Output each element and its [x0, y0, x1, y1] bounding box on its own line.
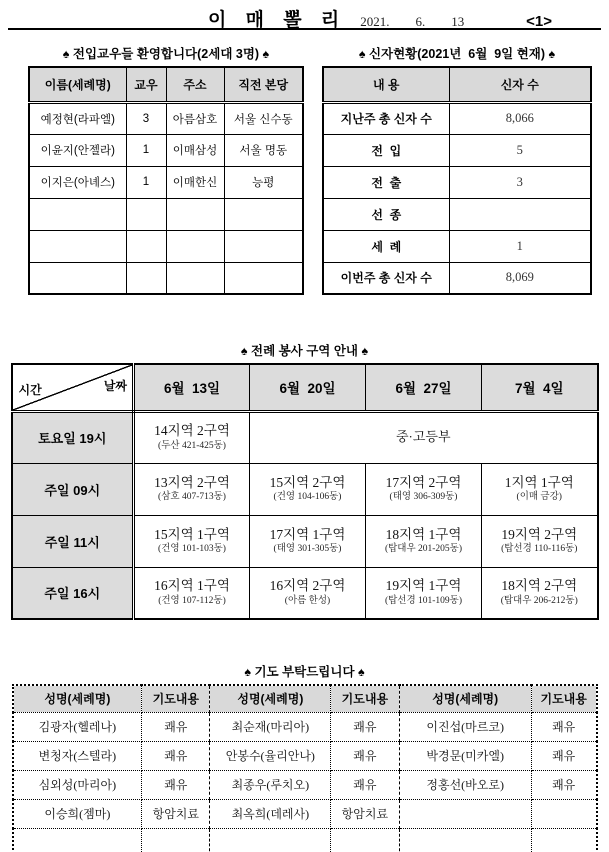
- col-header: 성명(세례명): [13, 685, 142, 712]
- table-cell: [126, 198, 166, 230]
- date-header: 6월 27일: [366, 364, 482, 411]
- zone-cell: [250, 463, 366, 515]
- col-header: 성명(세례명): [210, 685, 331, 712]
- table-cell: [399, 799, 531, 828]
- table-cell: 김광자(헬레나): [13, 712, 142, 741]
- table-cell: 이매한신: [166, 166, 224, 198]
- table-row: [323, 166, 591, 198]
- table-row: [29, 166, 303, 198]
- table-cell: 능평: [224, 166, 303, 198]
- zone-name: 15지역 2구역: [269, 474, 346, 490]
- prayer-title: ♠ 기도 부탁드립니다 ♠: [244, 665, 365, 679]
- zone-cell: [250, 567, 366, 619]
- status-label: 세 례: [323, 230, 449, 262]
- status-label: 전 출: [323, 166, 449, 198]
- corner-time-label: 시간: [18, 382, 42, 397]
- col-header: 기도내용: [531, 685, 596, 712]
- table-row: [12, 567, 598, 619]
- liturgy-table: [11, 363, 599, 620]
- table-cell: 이윤지(안젤라): [29, 134, 126, 166]
- status-table: [322, 66, 592, 295]
- table-cell: 이승희(젬마): [13, 799, 142, 828]
- zone-name: 18지역 1구역: [385, 526, 462, 542]
- zone-detail: (탑선경 101-109동): [384, 595, 463, 606]
- table-header-row: [323, 67, 591, 102]
- table-cell: 쾌유: [142, 770, 210, 799]
- table-cell: [126, 262, 166, 294]
- status-section: [322, 44, 592, 295]
- table-row: [13, 712, 597, 741]
- table-row: [13, 770, 597, 799]
- table-cell: 쾌유: [142, 712, 210, 741]
- table-row: [29, 102, 303, 134]
- zone-cell: [482, 515, 598, 567]
- table-cell: 1: [126, 134, 166, 166]
- table-cell: [142, 828, 210, 852]
- zone-name: 15지역 1구역: [154, 526, 230, 542]
- table-cell: [224, 262, 303, 294]
- table-cell: [531, 799, 596, 828]
- zone-name: 19지역 2구역: [501, 526, 578, 542]
- zone-name: 중·고등부: [395, 429, 451, 445]
- table-cell: 이진섭(마르코): [399, 712, 531, 741]
- zone-name: 16지역 2구역: [269, 578, 346, 594]
- zone-cell: [134, 567, 250, 619]
- table-cell: 최순재(마리아): [210, 712, 331, 741]
- table-cell: [224, 198, 303, 230]
- table-cell: [531, 828, 596, 852]
- table-cell: 정홍선(바오로): [399, 770, 531, 799]
- zone-detail: (태영 306-309동): [389, 492, 458, 503]
- zone-detail: (건영 107-112동): [158, 595, 226, 606]
- table-cell: [166, 198, 224, 230]
- status-label: 전 입: [323, 134, 449, 166]
- table-cell: 쾌유: [531, 712, 596, 741]
- zone-cell: [250, 515, 366, 567]
- table-cell: [126, 230, 166, 262]
- table-row: [323, 102, 591, 134]
- table-cell: [29, 230, 126, 262]
- table-cell: 서울 명동: [224, 134, 303, 166]
- table-cell: [29, 262, 126, 294]
- date-header: 6월 13일: [134, 364, 250, 411]
- table-row: [12, 463, 598, 515]
- table-cell: 쾌유: [331, 712, 399, 741]
- table-cell: 안봉수(율리안나): [210, 741, 331, 770]
- zone-detail: (태영 301-305동): [273, 544, 342, 555]
- table-cell: 쾌유: [531, 770, 596, 799]
- table-row: [323, 134, 591, 166]
- table-cell: 1: [126, 166, 166, 198]
- zone-cell: [366, 567, 482, 619]
- zone-cell: [366, 515, 482, 567]
- table-row: [12, 515, 598, 567]
- col-header: 이름(세례명): [29, 67, 126, 102]
- page-number: <1>: [526, 13, 552, 30]
- table-cell: 최옥희(데레사): [210, 799, 331, 828]
- status-label: 지난주 총 신자 수: [323, 102, 449, 134]
- table-row: [323, 230, 591, 262]
- status-value: 3: [449, 166, 591, 198]
- table-cell: 쾌유: [531, 741, 596, 770]
- zone-cell: [134, 463, 250, 515]
- zone-detail: (탑대우 201-205동): [384, 544, 463, 555]
- table-cell: [399, 828, 531, 852]
- zone-name: 14지역 2구역: [154, 423, 230, 439]
- date-year: 2021.: [360, 14, 390, 29]
- table-row: [323, 262, 591, 294]
- table-header-row: [12, 364, 598, 411]
- col-header: 주소: [166, 67, 224, 102]
- table-cell: 쾌유: [331, 770, 399, 799]
- table-cell: 서울 신수동: [224, 102, 303, 134]
- table-cell: 변청자(스텔라): [13, 741, 142, 770]
- col-header: 직전 본당: [224, 67, 303, 102]
- status-value: [449, 198, 591, 230]
- col-header: 기도내용: [142, 685, 210, 712]
- table-cell: 아름삼호: [166, 102, 224, 134]
- table-header-row: [29, 67, 303, 102]
- col-header: 신자 수: [449, 67, 591, 102]
- table-cell: 항암치료: [142, 799, 210, 828]
- date-month: 6.: [415, 14, 426, 29]
- table-cell: 심외성(마리아): [13, 770, 142, 799]
- col-header: 내 용: [323, 67, 449, 102]
- table-cell: [166, 262, 224, 294]
- table-row: [12, 411, 598, 463]
- time-label: 주일 09시: [12, 463, 134, 515]
- table-cell: 박경문(미카엘): [399, 741, 531, 770]
- time-label: 주일 11시: [12, 515, 134, 567]
- status-title: ♠ 신자현황(2021년 6월 9일 현재) ♠: [358, 47, 556, 61]
- zone-detail: (두산 421-425동): [158, 440, 226, 451]
- table-cell: [166, 230, 224, 262]
- zone-detail: (건영 104-106동): [273, 492, 342, 503]
- status-value: 8,066: [449, 102, 591, 134]
- col-header: 교우: [126, 67, 166, 102]
- welcome-table: [28, 66, 304, 295]
- table-cell: [224, 230, 303, 262]
- prayer-table: [12, 684, 598, 852]
- table-row: [29, 198, 303, 230]
- zone-detail: (아름 한성): [284, 595, 331, 606]
- zone-cell: [482, 463, 598, 515]
- zone-name: 19지역 1구역: [385, 578, 462, 594]
- zone-cell-merged: [250, 411, 598, 463]
- table-header-row: [13, 685, 597, 712]
- page-title: 이 매 뽈 리: [208, 10, 347, 31]
- liturgy-title: ♠ 전례 봉사 구역 안내 ♠: [240, 344, 369, 358]
- zone-detail: (탑대우 206-212동): [500, 595, 578, 606]
- time-label: 토요일 19시: [12, 411, 134, 463]
- col-header: 성명(세례명): [399, 685, 531, 712]
- table-row: [29, 134, 303, 166]
- table-row: [29, 262, 303, 294]
- status-value: 5: [449, 134, 591, 166]
- col-header: 기도내용: [331, 685, 399, 712]
- table-cell: 3: [126, 102, 166, 134]
- table-cell: 예정현(라파엘): [29, 102, 126, 134]
- zone-cell: [134, 515, 250, 567]
- top-section: [0, 44, 609, 295]
- corner-cell: [12, 364, 134, 411]
- page-header: [0, 0, 609, 31]
- status-value: 1: [449, 230, 591, 262]
- zone-name: 17지역 1구역: [269, 526, 346, 542]
- status-label: 선 종: [323, 198, 449, 230]
- table-cell: [210, 828, 331, 852]
- time-label: 주일 16시: [12, 567, 134, 619]
- welcome-title: ♠ 전입교우들 환영합니다(2세대 3명) ♠: [62, 47, 270, 61]
- table-cell: [29, 198, 126, 230]
- table-row: [323, 198, 591, 230]
- table-cell: 쾌유: [142, 741, 210, 770]
- date-header: 7월 4일: [482, 364, 598, 411]
- zone-name: 16지역 1구역: [154, 578, 230, 594]
- status-value: 8,069: [449, 262, 591, 294]
- corner-date-label: 날짜: [103, 379, 127, 393]
- table-cell: 이매삼성: [166, 134, 224, 166]
- zone-cell: [482, 567, 598, 619]
- table-row: [29, 230, 303, 262]
- zone-cell: [366, 463, 482, 515]
- zone-detail: (이매 금강): [516, 492, 562, 503]
- status-label: 이번주 총 신자 수: [323, 262, 449, 294]
- welcome-section: [28, 44, 304, 295]
- zone-detail: (건영 101-103동): [158, 544, 226, 555]
- table-cell: 최종우(루치오): [210, 770, 331, 799]
- table-row: [13, 741, 597, 770]
- table-cell: [331, 828, 399, 852]
- table-row: [13, 828, 597, 852]
- zone-detail: (삼호 407-713동): [158, 492, 226, 503]
- zone-name: 1지역 1구역: [504, 474, 574, 490]
- table-cell: 쾌유: [331, 741, 399, 770]
- table-cell: 이지은(아녜스): [29, 166, 126, 198]
- table-row: [13, 799, 597, 828]
- zone-name: 13지역 2구역: [154, 474, 230, 490]
- zone-name: 17지역 2구역: [385, 474, 462, 490]
- zone-detail: (탑선경 110-116동): [501, 544, 578, 555]
- date-day: 13: [451, 14, 465, 29]
- table-cell: 항암치료: [331, 799, 399, 828]
- zone-name: 18지역 2구역: [501, 578, 578, 594]
- zone-cell: [134, 411, 250, 463]
- date-header: 6월 20일: [250, 364, 366, 411]
- table-cell: [13, 828, 142, 852]
